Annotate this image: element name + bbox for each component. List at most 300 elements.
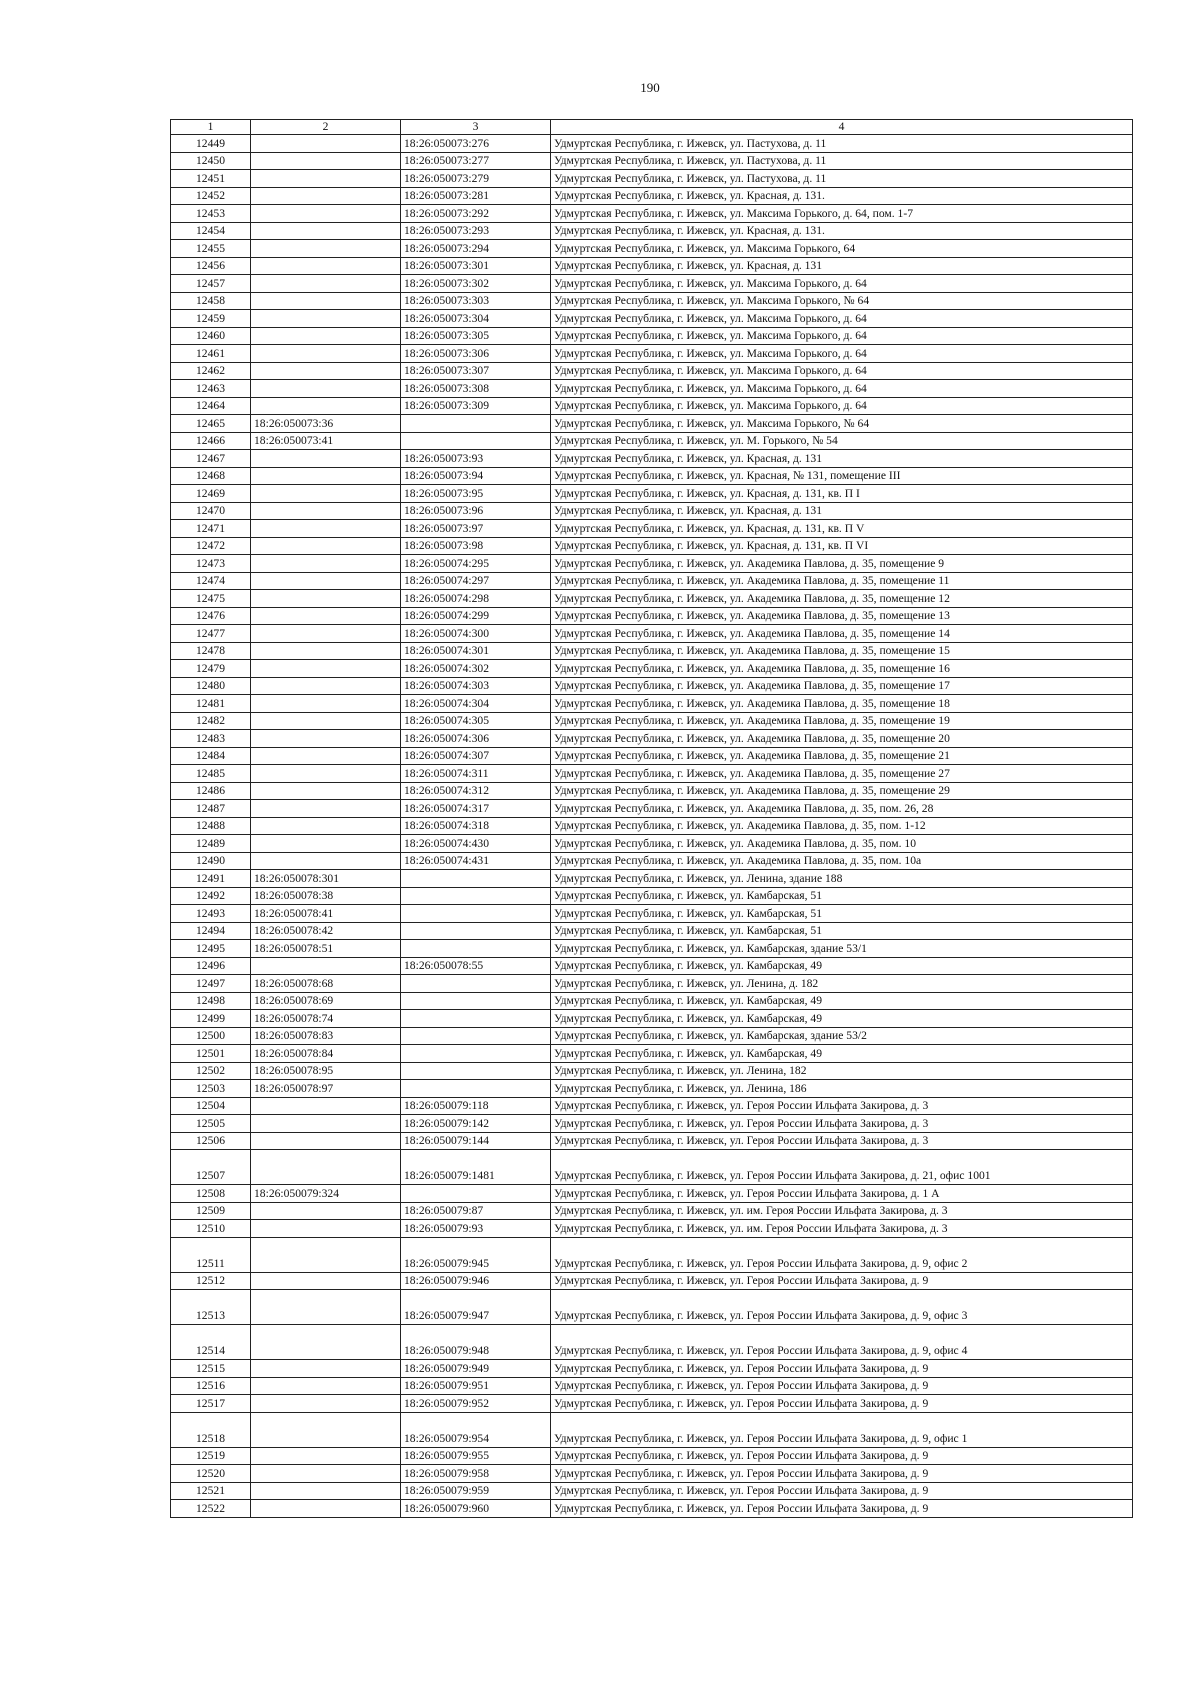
- table-row: [171, 1220, 1133, 1238]
- cadastral-number-col3-cell: 18:26:050073:303: [401, 292, 551, 310]
- row-number-cell: 12512: [171, 1272, 251, 1290]
- address-cell: Удмуртская Республика, г. Ижевск, ул. Камбарская, 49: [551, 957, 1133, 975]
- cadastral-number-col2-cell: [251, 345, 401, 363]
- cadastral-number-col2-cell: [251, 1500, 401, 1518]
- address-cell: Удмуртская Республика, г. Ижевск, ул. Героя России Ильфата Закирова, д. 9: [551, 1482, 1133, 1500]
- table-row: [171, 922, 1133, 940]
- row-number-cell: 12507: [171, 1150, 251, 1185]
- cadastral-number-col3-cell: 18:26:050079:958: [401, 1465, 551, 1483]
- cadastral-number-col3-cell: [401, 1080, 551, 1098]
- address-cell: Удмуртская Республика, г. Ижевск, ул. Академика Павлова, д. 35, помещение 11: [551, 572, 1133, 590]
- cadastral-number-col3-cell: 18:26:050073:97: [401, 520, 551, 538]
- row-number-cell: 12482: [171, 712, 251, 730]
- cadastral-number-col3-cell: 18:26:050074:301: [401, 642, 551, 660]
- column-header-1: 1: [171, 120, 251, 135]
- row-number-cell: 12511: [171, 1237, 251, 1272]
- address-cell: Удмуртская Республика, г. Ижевск, ул. Красная, д. 131.: [551, 187, 1133, 205]
- cadastral-number-col2-cell: [251, 520, 401, 538]
- address-cell: Удмуртская Республика, г. Ижевск, ул. Героя России Ильфата Закирова, д. 9: [551, 1500, 1133, 1518]
- row-number-cell: 12508: [171, 1185, 251, 1203]
- table-row: [171, 1412, 1133, 1447]
- cadastral-number-col2-cell: [251, 695, 401, 713]
- table-row: [171, 1482, 1133, 1500]
- cadastral-number-col3-cell: 18:26:050073:308: [401, 380, 551, 398]
- cadastral-number-col3-cell: 18:26:050079:142: [401, 1115, 551, 1133]
- cadastral-number-col2-cell: [251, 292, 401, 310]
- cadastral-number-col3-cell: 18:26:050074:430: [401, 835, 551, 853]
- address-cell: Удмуртская Республика, г. Ижевск, ул. Академика Павлова, д. 35, помещение 16: [551, 660, 1133, 678]
- table-row: [171, 1290, 1133, 1325]
- row-number-cell: 12481: [171, 695, 251, 713]
- cadastral-number-col3-cell: 18:26:050073:281: [401, 187, 551, 205]
- row-number-cell: 12475: [171, 590, 251, 608]
- row-number-cell: 12457: [171, 275, 251, 293]
- table-row: [171, 397, 1133, 415]
- address-cell: Удмуртская Республика, г. Ижевск, ул. Героя России Ильфата Закирова, д. 9: [551, 1377, 1133, 1395]
- cadastral-number-col2-cell: [251, 485, 401, 503]
- address-cell: Удмуртская Республика, г. Ижевск, ул. Академика Павлова, д. 35, помещение 9: [551, 555, 1133, 573]
- cadastral-number-col3-cell: 18:26:050074:298: [401, 590, 551, 608]
- row-number-cell: 12496: [171, 957, 251, 975]
- table-row: [171, 1360, 1133, 1378]
- address-cell: Удмуртская Республика, г. Ижевск, ул. Героя России Ильфата Закирова, д. 3: [551, 1097, 1133, 1115]
- row-number-cell: 12454: [171, 222, 251, 240]
- address-cell: Удмуртская Республика, г. Ижевск, ул. Академика Павлова, д. 35, помещение 13: [551, 607, 1133, 625]
- address-cell: Удмуртская Республика, г. Ижевск, ул. Академика Павлова, д. 35, помещение 18: [551, 695, 1133, 713]
- cadastral-number-col2-cell: [251, 257, 401, 275]
- row-number-cell: 12488: [171, 817, 251, 835]
- address-cell: Удмуртская Республика, г. Ижевск, ул. Академика Павлова, д. 35, пом. 10а: [551, 852, 1133, 870]
- table-row: [171, 642, 1133, 660]
- address-cell: Удмуртская Республика, г. Ижевск, ул. Максима Горького, № 64: [551, 292, 1133, 310]
- property-register-table: [170, 119, 1133, 1518]
- cadastral-number-col3-cell: 18:26:050073:292: [401, 205, 551, 223]
- table-row: [171, 432, 1133, 450]
- cadastral-number-col3-cell: 18:26:050074:318: [401, 817, 551, 835]
- row-number-cell: 12502: [171, 1062, 251, 1080]
- row-number-cell: 12455: [171, 240, 251, 258]
- table-row: [171, 187, 1133, 205]
- cadastral-number-col2-cell: 18:26:050079:324: [251, 1185, 401, 1203]
- cadastral-number-col3-cell: [401, 415, 551, 433]
- row-number-cell: 12452: [171, 187, 251, 205]
- cadastral-number-col2-cell: [251, 957, 401, 975]
- table-row: [171, 380, 1133, 398]
- cadastral-number-col2-cell: [251, 362, 401, 380]
- address-cell: Удмуртская Республика, г. Ижевск, ул. им. Героя России Ильфата Закирова, д. 3: [551, 1202, 1133, 1220]
- cadastral-number-col3-cell: 18:26:050078:55: [401, 957, 551, 975]
- table-row: [171, 870, 1133, 888]
- cadastral-number-col2-cell: [251, 555, 401, 573]
- address-cell: Удмуртская Республика, г. Ижевск, ул. Академика Павлова, д. 35, помещение 15: [551, 642, 1133, 660]
- cadastral-number-col2-cell: [251, 1482, 401, 1500]
- cadastral-number-col3-cell: 18:26:050073:305: [401, 327, 551, 345]
- row-number-cell: 12461: [171, 345, 251, 363]
- cadastral-number-col3-cell: 18:26:050073:98: [401, 537, 551, 555]
- cadastral-number-col2-cell: [251, 677, 401, 695]
- cadastral-number-col2-cell: [251, 572, 401, 590]
- cadastral-number-col2-cell: [251, 1202, 401, 1220]
- cadastral-number-col3-cell: 18:26:050074:311: [401, 765, 551, 783]
- cadastral-number-col3-cell: 18:26:050074:312: [401, 782, 551, 800]
- row-number-cell: 12515: [171, 1360, 251, 1378]
- cadastral-number-col3-cell: [401, 1062, 551, 1080]
- cadastral-number-col3-cell: 18:26:050079:949: [401, 1360, 551, 1378]
- cadastral-number-col3-cell: [401, 887, 551, 905]
- address-cell: Удмуртская Республика, г. Ижевск, ул. Камбарская, 49: [551, 1010, 1133, 1028]
- row-number-cell: 12473: [171, 555, 251, 573]
- row-number-cell: 12514: [171, 1325, 251, 1360]
- row-number-cell: 12506: [171, 1132, 251, 1150]
- cadastral-number-col2-cell: [251, 1465, 401, 1483]
- row-number-cell: 12462: [171, 362, 251, 380]
- cadastral-number-col2-cell: 18:26:050078:97: [251, 1080, 401, 1098]
- address-cell: Удмуртская Республика, г. Ижевск, ул. Красная, д. 131, кв. П I: [551, 485, 1133, 503]
- address-cell: Удмуртская Республика, г. Ижевск, ул. Максима Горького, д. 64: [551, 397, 1133, 415]
- table-row: [171, 765, 1133, 783]
- table-row: [171, 992, 1133, 1010]
- table-row: [171, 345, 1133, 363]
- address-cell: Удмуртская Республика, г. Ижевск, ул. Максима Горького, д. 64: [551, 327, 1133, 345]
- cadastral-number-col2-cell: [251, 205, 401, 223]
- address-cell: Удмуртская Республика, г. Ижевск, ул. Академика Павлова, д. 35, помещение 17: [551, 677, 1133, 695]
- table-row: [171, 450, 1133, 468]
- table-row: [171, 1027, 1133, 1045]
- cadastral-number-col3-cell: [401, 905, 551, 923]
- row-number-cell: 12516: [171, 1377, 251, 1395]
- cadastral-number-col2-cell: 18:26:050078:74: [251, 1010, 401, 1028]
- table-row: [171, 1097, 1133, 1115]
- cadastral-number-col2-cell: 18:26:050078:69: [251, 992, 401, 1010]
- cadastral-number-col2-cell: [251, 222, 401, 240]
- address-cell: Удмуртская Республика, г. Ижевск, ул. Героя России Ильфата Закирова, д. 9: [551, 1272, 1133, 1290]
- row-number-cell: 12479: [171, 660, 251, 678]
- cadastral-number-col2-cell: [251, 590, 401, 608]
- table-row: [171, 625, 1133, 643]
- table-row: [171, 1377, 1133, 1395]
- cadastral-number-col3-cell: 18:26:050074:300: [401, 625, 551, 643]
- cadastral-number-col2-cell: [251, 450, 401, 468]
- address-cell: Удмуртская Республика, г. Ижевск, ул. Академика Павлова, д. 35, помещение 20: [551, 730, 1133, 748]
- cadastral-number-col3-cell: 18:26:050079:144: [401, 1132, 551, 1150]
- address-cell: Удмуртская Республика, г. Ижевск, ул. Красная, № 131, помещение III: [551, 467, 1133, 485]
- row-number-cell: 12494: [171, 922, 251, 940]
- table-row: [171, 940, 1133, 958]
- table-row: [171, 607, 1133, 625]
- table-row: [171, 677, 1133, 695]
- cadastral-number-col2-cell: 18:26:050078:83: [251, 1027, 401, 1045]
- table-row: [171, 1062, 1133, 1080]
- cadastral-number-col3-cell: 18:26:050079:87: [401, 1202, 551, 1220]
- cadastral-number-col3-cell: 18:26:050074:317: [401, 800, 551, 818]
- table-row: [171, 152, 1133, 170]
- address-cell: Удмуртская Республика, г. Ижевск, ул. Академика Павлова, д. 35, помещение 12: [551, 590, 1133, 608]
- address-cell: Удмуртская Республика, г. Ижевск, ул. Героя России Ильфата Закирова, д. 9, офис 2: [551, 1237, 1133, 1272]
- cadastral-number-col3-cell: 18:26:050073:93: [401, 450, 551, 468]
- row-number-cell: 12450: [171, 152, 251, 170]
- table-row: [171, 782, 1133, 800]
- cadastral-number-col3-cell: 18:26:050074:302: [401, 660, 551, 678]
- address-cell: Удмуртская Республика, г. Ижевск, ул. Академика Павлова, д. 35, помещение 14: [551, 625, 1133, 643]
- row-number-cell: 12505: [171, 1115, 251, 1133]
- address-cell: Удмуртская Республика, г. Ижевск, ул. Академика Павлова, д. 35, помещение 21: [551, 747, 1133, 765]
- row-number-cell: 12486: [171, 782, 251, 800]
- table-row: [171, 590, 1133, 608]
- cadastral-number-col2-cell: [251, 817, 401, 835]
- row-number-cell: 12468: [171, 467, 251, 485]
- table-row: [171, 1132, 1133, 1150]
- address-cell: Удмуртская Республика, г. Ижевск, ул. Героя России Ильфата Закирова, д. 9: [551, 1395, 1133, 1413]
- row-number-cell: 12490: [171, 852, 251, 870]
- address-cell: Удмуртская Республика, г. Ижевск, ул. Максима Горького, д. 64: [551, 345, 1133, 363]
- cadastral-number-col2-cell: 18:26:050078:38: [251, 887, 401, 905]
- row-number-cell: 12501: [171, 1045, 251, 1063]
- cadastral-number-col3-cell: [401, 940, 551, 958]
- table-row: [171, 1272, 1133, 1290]
- address-cell: Удмуртская Республика, г. Ижевск, ул. Героя России Ильфата Закирова, д. 9, офис 1: [551, 1412, 1133, 1447]
- cadastral-number-col2-cell: 18:26:050078:42: [251, 922, 401, 940]
- cadastral-number-col2-cell: 18:26:050078:95: [251, 1062, 401, 1080]
- table-row: [171, 502, 1133, 520]
- address-cell: Удмуртская Республика, г. Ижевск, ул. Камбарская, 49: [551, 1045, 1133, 1063]
- address-cell: Удмуртская Республика, г. Ижевск, ул. Академика Павлова, д. 35, помещение 27: [551, 765, 1133, 783]
- table-row: [171, 205, 1133, 223]
- cadastral-number-col2-cell: [251, 537, 401, 555]
- row-number-cell: 12472: [171, 537, 251, 555]
- table-row: [171, 572, 1133, 590]
- cadastral-number-col3-cell: 18:26:050073:276: [401, 135, 551, 153]
- cadastral-number-col3-cell: 18:26:050073:277: [401, 152, 551, 170]
- cadastral-number-col3-cell: 18:26:050079:954: [401, 1412, 551, 1447]
- cadastral-number-col3-cell: 18:26:050074:307: [401, 747, 551, 765]
- column-header-3: 3: [401, 120, 551, 135]
- address-cell: Удмуртская Республика, г. Ижевск, ул. Камбарская, 51: [551, 887, 1133, 905]
- table-row: [171, 1045, 1133, 1063]
- row-number-cell: 12495: [171, 940, 251, 958]
- address-cell: Удмуртская Республика, г. Ижевск, ул. Красная, д. 131, кв. П V: [551, 520, 1133, 538]
- row-number-cell: 12499: [171, 1010, 251, 1028]
- address-cell: Удмуртская Республика, г. Ижевск, ул. Ленина, 182: [551, 1062, 1133, 1080]
- address-cell: Удмуртская Республика, г. Ижевск, ул. Академика Павлова, д. 35, пом. 26, 28: [551, 800, 1133, 818]
- table-row: [171, 327, 1133, 345]
- address-cell: Удмуртская Республика, г. Ижевск, ул. Академика Павлова, д. 35, пом. 10: [551, 835, 1133, 853]
- cadastral-number-col2-cell: [251, 625, 401, 643]
- row-number-cell: 12522: [171, 1500, 251, 1518]
- cadastral-number-col2-cell: [251, 397, 401, 415]
- address-cell: Удмуртская Республика, г. Ижевск, ул. Героя России Ильфата Закирова, д. 3: [551, 1132, 1133, 1150]
- table-row: [171, 537, 1133, 555]
- cadastral-number-col2-cell: [251, 765, 401, 783]
- cadastral-number-col3-cell: [401, 432, 551, 450]
- cadastral-number-col3-cell: 18:26:050079:948: [401, 1325, 551, 1360]
- row-number-cell: 12463: [171, 380, 251, 398]
- cadastral-number-col2-cell: [251, 1412, 401, 1447]
- address-cell: Удмуртская Республика, г. Ижевск, ул. Максима Горького, д. 64: [551, 362, 1133, 380]
- table-row: [171, 905, 1133, 923]
- row-number-cell: 12480: [171, 677, 251, 695]
- cadastral-number-col2-cell: [251, 1237, 401, 1272]
- row-number-cell: 12465: [171, 415, 251, 433]
- cadastral-number-col2-cell: [251, 1325, 401, 1360]
- cadastral-number-col3-cell: [401, 975, 551, 993]
- address-cell: Удмуртская Республика, г. Ижевск, ул. Пастухова, д. 11: [551, 152, 1133, 170]
- row-number-cell: 12470: [171, 502, 251, 520]
- cadastral-number-col3-cell: 18:26:050073:307: [401, 362, 551, 380]
- row-number-cell: 12451: [171, 170, 251, 188]
- cadastral-number-col3-cell: 18:26:050074:299: [401, 607, 551, 625]
- cadastral-number-col2-cell: [251, 327, 401, 345]
- row-number-cell: 12510: [171, 1220, 251, 1238]
- address-cell: Удмуртская Республика, г. Ижевск, ул. Камбарская, 51: [551, 905, 1133, 923]
- cadastral-number-col3-cell: 18:26:050079:93: [401, 1220, 551, 1238]
- table-row: [171, 170, 1133, 188]
- cadastral-number-col3-cell: 18:26:050079:945: [401, 1237, 551, 1272]
- cadastral-number-col3-cell: 18:26:050079:952: [401, 1395, 551, 1413]
- address-cell: Удмуртская Республика, г. Ижевск, ул. Героя России Ильфата Закирова, д. 21, офис 1001: [551, 1150, 1133, 1185]
- cadastral-number-col3-cell: 18:26:050073:302: [401, 275, 551, 293]
- address-cell: Удмуртская Республика, г. Ижевск, ул. Академика Павлова, д. 35, помещение 19: [551, 712, 1133, 730]
- table-row: [171, 485, 1133, 503]
- cadastral-number-col3-cell: 18:26:050074:304: [401, 695, 551, 713]
- address-cell: Удмуртская Республика, г. Ижевск, ул. Ленина, здание 188: [551, 870, 1133, 888]
- cadastral-number-col2-cell: [251, 1395, 401, 1413]
- row-number-cell: 12449: [171, 135, 251, 153]
- address-cell: Удмуртская Республика, г. Ижевск, ул. Ленина, 186: [551, 1080, 1133, 1098]
- cadastral-number-col3-cell: [401, 992, 551, 1010]
- address-cell: Удмуртская Республика, г. Ижевск, ул. Красная, д. 131, кв. П VI: [551, 537, 1133, 555]
- table-row: [171, 730, 1133, 748]
- table-row: [171, 887, 1133, 905]
- address-cell: Удмуртская Республика, г. Ижевск, ул. Красная, д. 131.: [551, 222, 1133, 240]
- row-number-cell: 12484: [171, 747, 251, 765]
- cadastral-number-col2-cell: [251, 187, 401, 205]
- cadastral-number-col3-cell: 18:26:050079:960: [401, 1500, 551, 1518]
- row-number-cell: 12485: [171, 765, 251, 783]
- cadastral-number-col3-cell: [401, 1185, 551, 1203]
- cadastral-number-col2-cell: 18:26:050078:301: [251, 870, 401, 888]
- table-row: [171, 957, 1133, 975]
- address-cell: Удмуртская Республика, г. Ижевск, ул. Красная, д. 131: [551, 257, 1133, 275]
- row-number-cell: 12493: [171, 905, 251, 923]
- table-row: [171, 712, 1133, 730]
- row-number-cell: 12504: [171, 1097, 251, 1115]
- row-number-cell: 12477: [171, 625, 251, 643]
- table-row: [171, 747, 1133, 765]
- row-number-cell: 12460: [171, 327, 251, 345]
- row-number-cell: 12503: [171, 1080, 251, 1098]
- cadastral-number-col2-cell: 18:26:050073:41: [251, 432, 401, 450]
- cadastral-number-col3-cell: 18:26:050079:955: [401, 1447, 551, 1465]
- row-number-cell: 12498: [171, 992, 251, 1010]
- cadastral-number-col3-cell: 18:26:050073:304: [401, 310, 551, 328]
- table-row: [171, 362, 1133, 380]
- row-number-cell: 12453: [171, 205, 251, 223]
- cadastral-number-col2-cell: 18:26:050078:68: [251, 975, 401, 993]
- address-cell: Удмуртская Республика, г. Ижевск, ул. Максима Горького, д. 64: [551, 380, 1133, 398]
- address-cell: Удмуртская Республика, г. Ижевск, ул. Максима Горького, д. 64: [551, 310, 1133, 328]
- table-row: [171, 257, 1133, 275]
- address-cell: Удмуртская Республика, г. Ижевск, ул. Героя России Ильфата Закирова, д. 9, офис 3: [551, 1290, 1133, 1325]
- cadastral-number-col2-cell: [251, 1360, 401, 1378]
- table-row: [171, 555, 1133, 573]
- cadastral-number-col2-cell: [251, 310, 401, 328]
- cadastral-number-col2-cell: 18:26:050073:36: [251, 415, 401, 433]
- cadastral-number-col3-cell: 18:26:050074:305: [401, 712, 551, 730]
- column-header-2: 2: [251, 120, 401, 135]
- cadastral-number-col3-cell: 18:26:050079:951: [401, 1377, 551, 1395]
- row-number-cell: 12489: [171, 835, 251, 853]
- cadastral-number-col3-cell: 18:26:050073:309: [401, 397, 551, 415]
- cadastral-number-col2-cell: [251, 642, 401, 660]
- row-number-cell: 12459: [171, 310, 251, 328]
- table-row: [171, 1080, 1133, 1098]
- cadastral-number-col3-cell: [401, 870, 551, 888]
- address-cell: Удмуртская Республика, г. Ижевск, ул. Героя России Ильфата Закирова, д. 1 А: [551, 1185, 1133, 1203]
- table-header-row: [171, 120, 1133, 135]
- address-cell: Удмуртская Республика, г. Ижевск, ул. Героя России Ильфата Закирова, д. 9: [551, 1360, 1133, 1378]
- address-cell: Удмуртская Республика, г. Ижевск, ул. Академика Павлова, д. 35, помещение 29: [551, 782, 1133, 800]
- cadastral-number-col3-cell: [401, 1010, 551, 1028]
- cadastral-number-col3-cell: [401, 1027, 551, 1045]
- row-number-cell: 12521: [171, 1482, 251, 1500]
- table-row: [171, 520, 1133, 538]
- cadastral-number-col2-cell: [251, 1290, 401, 1325]
- table-row: [171, 310, 1133, 328]
- table-row: [171, 695, 1133, 713]
- page-number: 190: [640, 80, 660, 95]
- row-number-cell: 12471: [171, 520, 251, 538]
- cadastral-number-col3-cell: 18:26:050074:303: [401, 677, 551, 695]
- cadastral-number-col3-cell: 18:26:050073:95: [401, 485, 551, 503]
- cadastral-number-col3-cell: 18:26:050074:306: [401, 730, 551, 748]
- table-row: [171, 975, 1133, 993]
- cadastral-number-col2-cell: [251, 1097, 401, 1115]
- cadastral-number-col2-cell: [251, 502, 401, 520]
- cadastral-number-col3-cell: [401, 1045, 551, 1063]
- table-row: [171, 1500, 1133, 1518]
- row-number-cell: 12469: [171, 485, 251, 503]
- cadastral-number-col3-cell: 18:26:050073:294: [401, 240, 551, 258]
- cadastral-number-col2-cell: [251, 747, 401, 765]
- cadastral-number-col3-cell: 18:26:050079:959: [401, 1482, 551, 1500]
- table-row: [171, 800, 1133, 818]
- cadastral-number-col3-cell: [401, 922, 551, 940]
- table-row: [171, 1237, 1133, 1272]
- table-row: [171, 415, 1133, 433]
- address-cell: Удмуртская Республика, г. Ижевск, ул. Героя России Ильфата Закирова, д. 9: [551, 1447, 1133, 1465]
- address-cell: Удмуртская Республика, г. Ижевск, ул. Максима Горького, д. 64, пом. 1-7: [551, 205, 1133, 223]
- row-number-cell: 12464: [171, 397, 251, 415]
- row-number-cell: 12519: [171, 1447, 251, 1465]
- row-number-cell: 12491: [171, 870, 251, 888]
- cadastral-number-col3-cell: 18:26:050073:306: [401, 345, 551, 363]
- address-cell: Удмуртская Республика, г. Ижевск, ул. Камбарская, здание 53/1: [551, 940, 1133, 958]
- row-number-cell: 12456: [171, 257, 251, 275]
- table-row: [171, 1185, 1133, 1203]
- address-cell: Удмуртская Республика, г. Ижевск, ул. Камбарская, здание 53/2: [551, 1027, 1133, 1045]
- cadastral-number-col2-cell: [251, 467, 401, 485]
- cadastral-number-col2-cell: [251, 1132, 401, 1150]
- table-row: [171, 1395, 1133, 1413]
- row-number-cell: 12467: [171, 450, 251, 468]
- cadastral-number-col2-cell: [251, 1272, 401, 1290]
- row-number-cell: 12500: [171, 1027, 251, 1045]
- address-cell: Удмуртская Республика, г. Ижевск, ул. Максима Горького, № 64: [551, 415, 1133, 433]
- row-number-cell: 12513: [171, 1290, 251, 1325]
- row-number-cell: 12509: [171, 1202, 251, 1220]
- table-row: [171, 1465, 1133, 1483]
- cadastral-number-col2-cell: [251, 380, 401, 398]
